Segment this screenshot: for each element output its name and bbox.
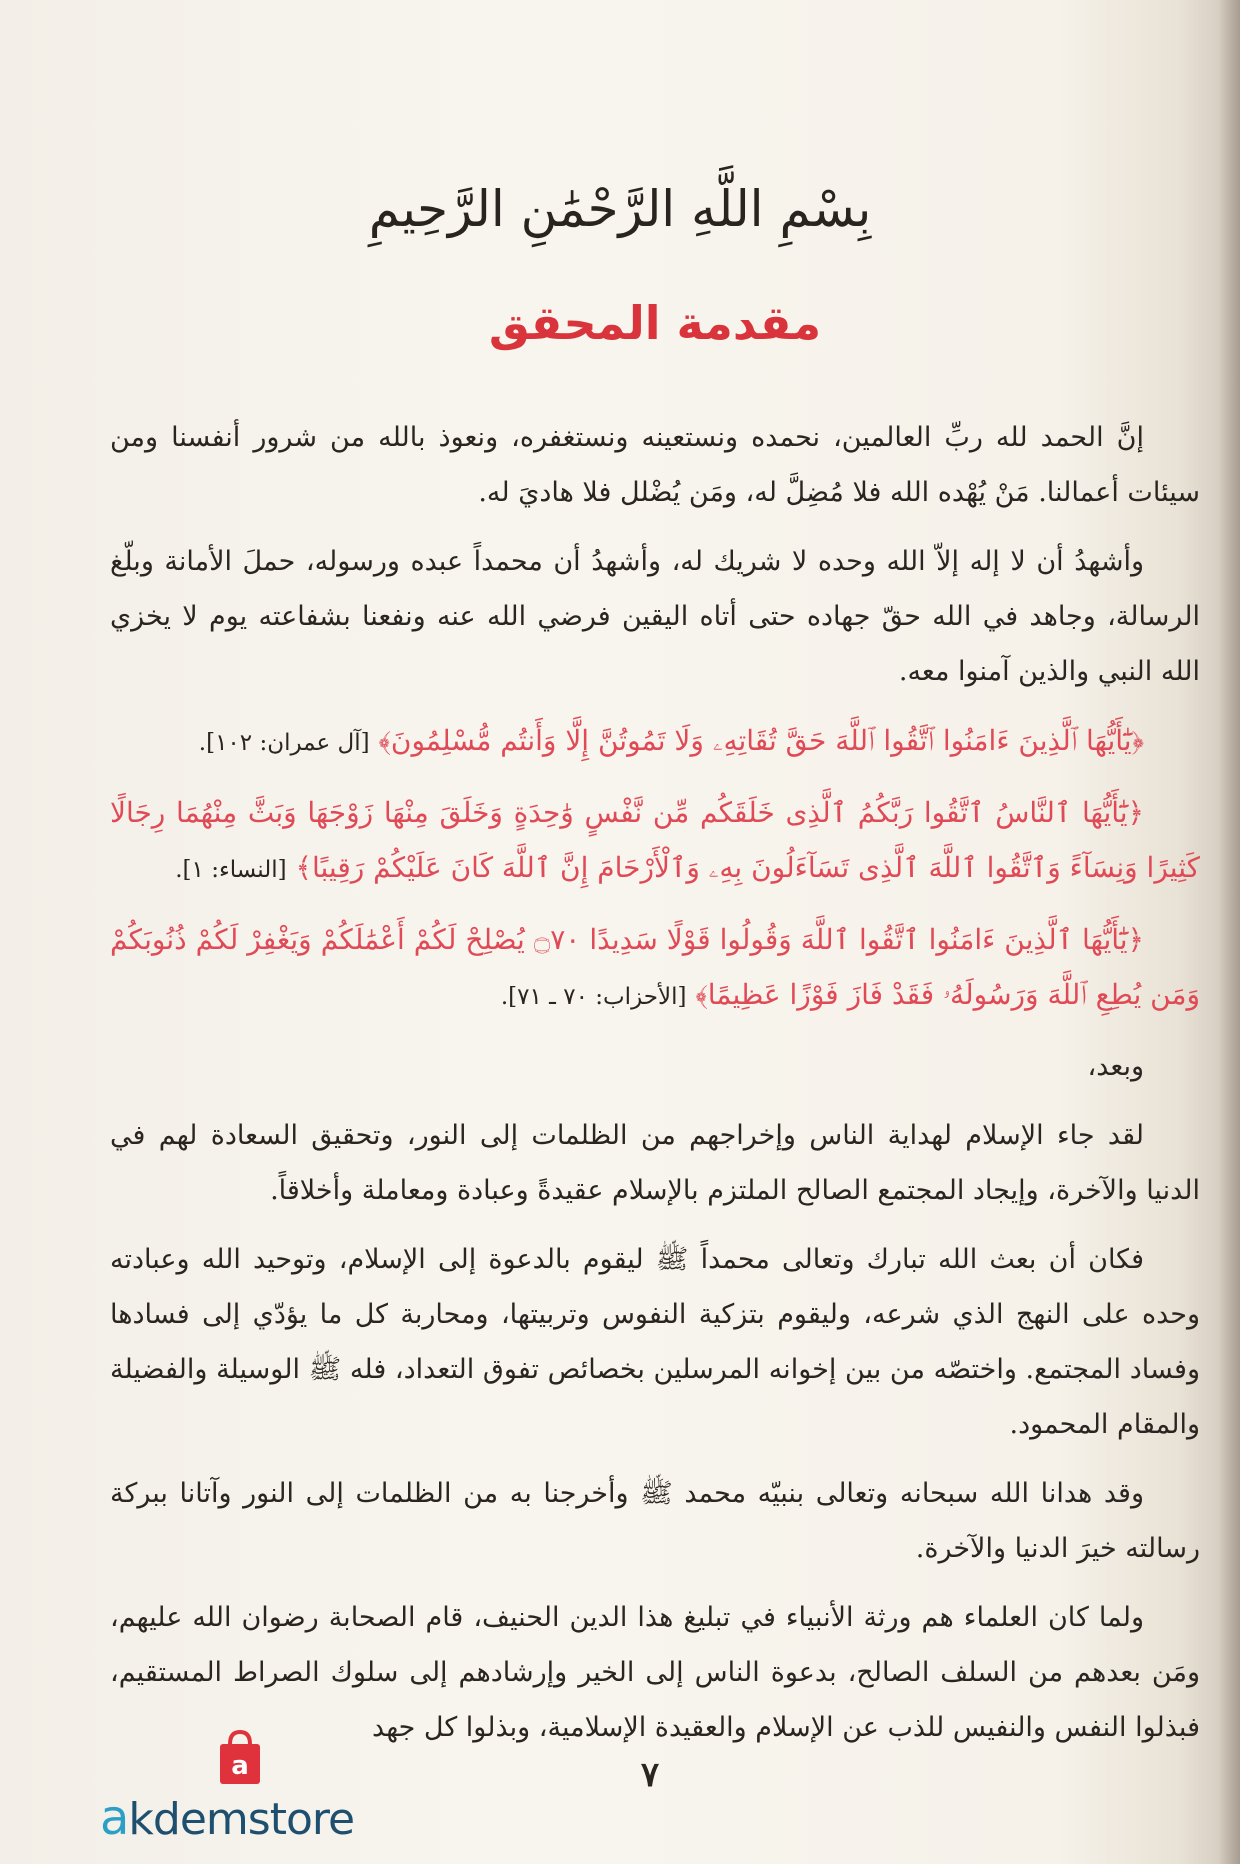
verse-text: ﴿يَٰٓأَيُّهَا ٱلَّذِينَ ءَامَنُوا ٱتَّقُوا ٱللَّهَ حَقَّ تُقَاتِهِۦ وَلَا تَمُوتُنَّ إِلَّا وَأَنتُم مُّسْلِمُونَ﴾ [378,724,1144,757]
shopping-bag-icon [216,1730,264,1786]
verse-text: ﴿يَٰٓأَيُّهَا ٱلنَّاسُ ٱتَّقُوا رَبَّكُمُ ٱلَّذِى خَلَقَكُم مِّن نَّفْسٍ وَٰحِدَةٍ وَخَلَقَ مِنْهَا زَوْجَهَا وَبَثَّ مِنْهُمَا رِجَالًا كَثِيرًا وَنِسَآءً وَٱتَّقُوا ٱللَّهَ ٱلَّذِى تَسَآءَلُونَ بِهِۦ وَٱلْأَرْحَامَ إِنَّ ٱللَّهَ كَانَ عَلَيْكُمْ رَقِيبًا﴾ [110,796,1200,884]
paragraph: وأشهدُ أن لا إله إلاّ الله وحده لا شريك له، وأشهدُ أن محمداً عبده ورسوله، حملَ الأمانة وبلّغ الرسالة، وجاهد في الله حقّ جهاده حتى أتاه اليقين فرضي الله عنه ونفعنا بشفاعته يوم لا يخزي الله النبي والذين آمنوا معه. [110,546,1200,687]
logo-wordmark [100,1790,354,1846]
verse-reference: [الأحزاب: ٧٠ ـ ٧١]. [500,984,687,1010]
paragraph: لقد جاء الإسلام لهداية الناس وإخراجهم من الظلمات إلى النور، وتحقيق السعادة لهم في الدنيا والآخرة، وإيجاد المجتمع الصالح الملتزم بالإسلام عقيدةً وعبادة ومعاملة وأخلاقاً. [110,1120,1200,1206]
verse-text: ﴿يَٰٓأَيُّهَا ٱلَّذِينَ ءَامَنُوا ٱتَّقُوا ٱللَّهَ وَقُولُوا قَوْلًا سَدِيدًا ۝٧٠ يُصْلِحْ لَكُمْ أَعْمَٰلَكُمْ وَيَغْفِرْ لَكُمْ ذُنُوبَكُمْ وَمَن يُطِعِ ٱللَّهَ وَرَسُولَهُۥ فَقَدْ فَازَ فَوْزًا عَظِيمًا﴾ [110,923,1200,1011]
quran-verse [110,785,1200,898]
quran-verse [110,713,1200,771]
paragraph: فكان أن بعث الله تبارك وتعالى محمداً ﷺ ليقوم بالدعوة إلى الإسلام، وتوحيد الله وعبادته وحده على النهج الذي شرعه، وليقوم بتزكية النفوس وتربيتها، ومحاربة كل ما يؤدّي إلى فسادها وفساد المجتمع. واختصّه من بين إخوانه المرسلين بخصائص تفوق التعداد، فله ﷺ الوسيلة والفضيلة والمقام المحمود. [110,1244,1200,1440]
akdemstore-logo [100,1730,400,1850]
basmala-heading: بِسْمِ اللَّهِ الرَّحْمَٰنِ الرَّحِيمِ [368,180,872,238]
verse-reference: [آل عمران: ١٠٢]. [198,730,370,756]
logo-name: kdemstore [128,1794,355,1845]
logo-bag-letter: a [231,1751,249,1781]
page-body [110,410,1200,1769]
page-number: ٧ [640,1755,660,1795]
paragraph: وقد هدانا الله سبحانه وتعالى بنبيّه محمد ﷺ وأخرجنا به من الظلمات إلى النور وآتانا ببركة رسالته خيرَ الدنيا والآخرة. [110,1478,1200,1564]
transition-phrase: وبعد، [1087,1051,1144,1082]
quran-verse [110,912,1200,1025]
page-title: مقدمة المحقق [488,296,822,350]
verse-reference: [النساء: ١]. [175,857,287,883]
logo-initial: a [100,1790,129,1846]
paragraph: ولما كان العلماء هم ورثة الأنبياء في تبليغ هذا الدين الحنيف، قام الصحابة رضوان الله عليهم، ومَن بعدهم من السلف الصالح، بدعوة الناس إلى الخير وإرشادهم إلى سلوك الصراط المستقيم، فبذلوا النفس والنفيس للذب عن الإسلام والعقيدة الإسلامية، وبذلوا كل جهد [110,1602,1200,1743]
page-edge-shadow [1218,0,1240,1864]
paragraph: إنَّ الحمد لله ربِّ العالمين، نحمده ونستعينه ونستغفره، ونعوذ بالله من شرور أنفسنا ومن سيئات أعمالنا. مَنْ يُهْده الله فلا مُضِلَّ له، ومَن يُضْلل فلا هاديَ له. [110,422,1200,508]
